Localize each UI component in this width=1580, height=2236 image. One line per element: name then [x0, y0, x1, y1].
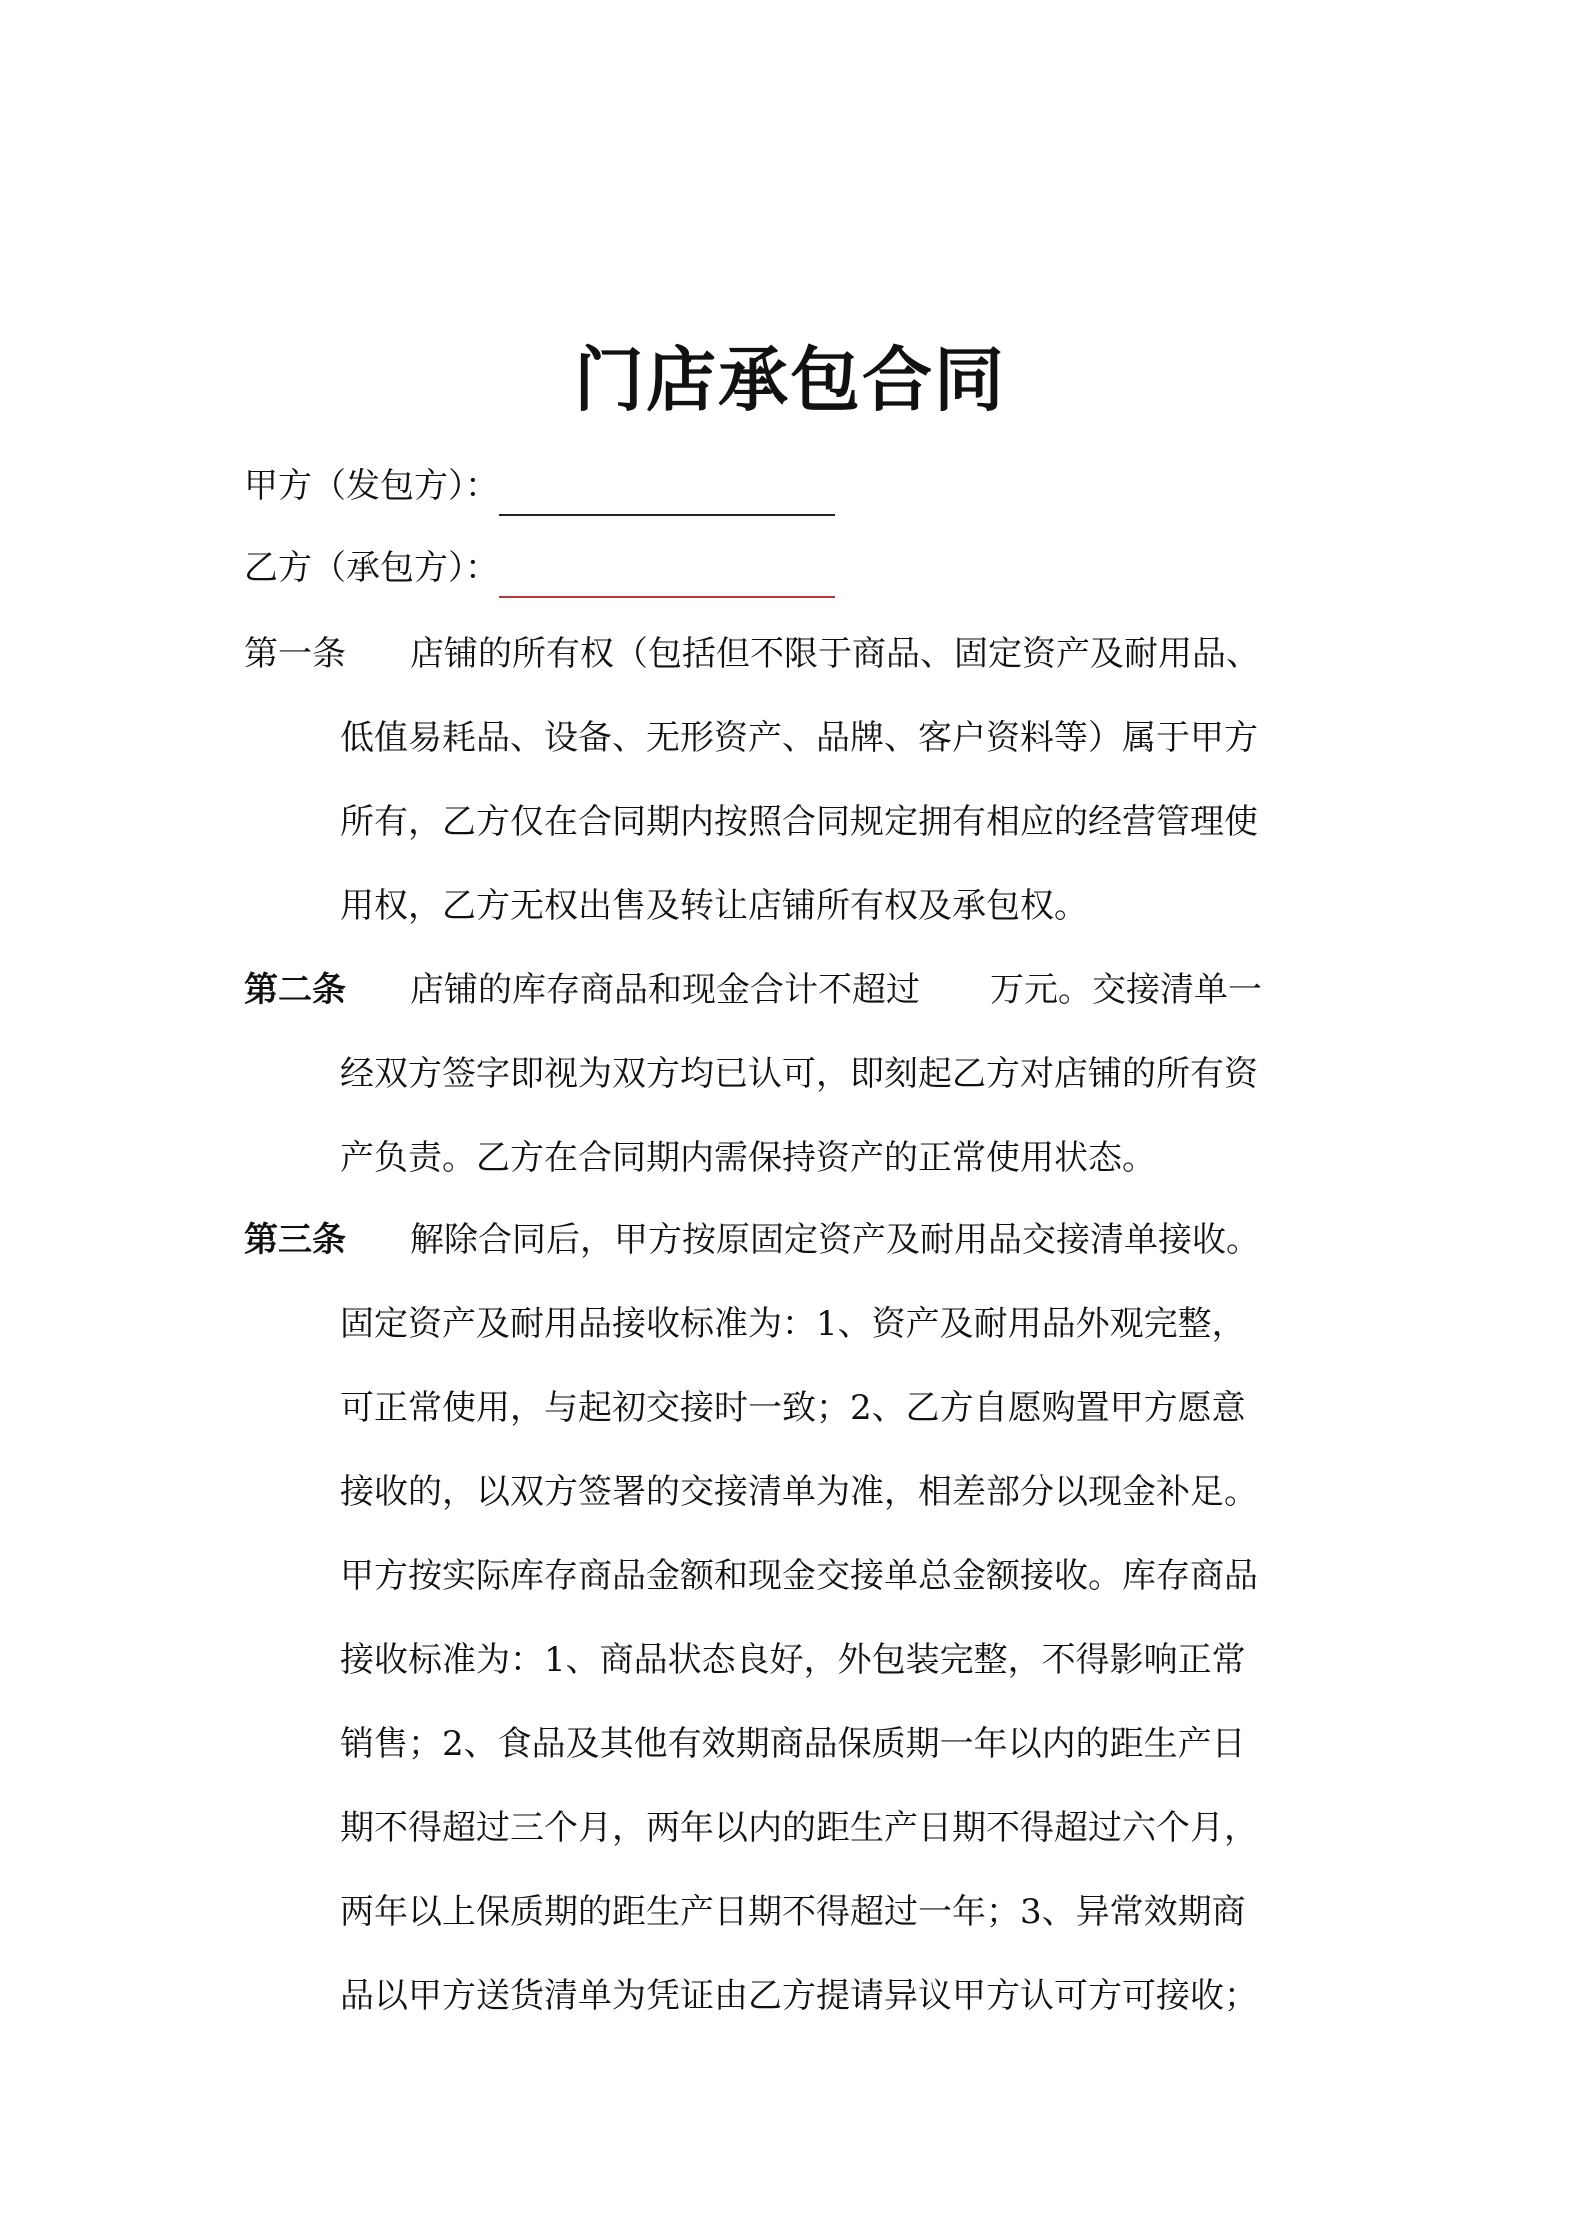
party-b-blank [499, 556, 835, 598]
document-title: 门店承包合同 [574, 338, 1006, 421]
article-text: 经双方签字即视为双方均已认可，即刻起乙方对店铺的所有资 [340, 1054, 1258, 1094]
article-line [244, 948, 1344, 1032]
article-label: 第一条 [244, 634, 346, 674]
party-a-label: 甲方（发包方）： [244, 466, 499, 506]
party-b-label: 乙方（承包方）： [244, 548, 499, 588]
party-a-line [244, 456, 835, 516]
article-line [244, 612, 1344, 696]
article-text: 所有，乙方仅在合同期内按照合同规定拥有相应的经营管理使 [340, 802, 1258, 842]
article-text: 产负责。乙方在合同期内需保持资产的正常使用状态。 [340, 1138, 1156, 1178]
article-text: 期不得超过三个月，两年以内的距生产日期不得超过六个月， [340, 1808, 1258, 1848]
article-text: 万元。交接清单一 [990, 970, 1262, 1010]
article-text: 用权，乙方无权出售及转让店铺所有权及承包权。 [340, 886, 1088, 926]
article-text: 品以甲方送货清单为凭证由乙方提请异议甲方认可方可接收； [340, 1976, 1258, 2016]
article-3 [244, 1198, 1344, 2038]
article-text: 店铺的所有权（包括但不限于商品、固定资产及耐用品、 [410, 634, 1260, 674]
article-text: 店铺的库存商品和现金合计不超过 [410, 970, 920, 1010]
article-2 [244, 948, 1344, 1200]
party-b-line [244, 538, 835, 598]
article-text: 固定资产及耐用品接收标准为：1、资产及耐用品外观完整， [340, 1304, 1246, 1344]
article-text: 可正常使用，与起初交接时一致；2、乙方自愿购置甲方愿意 [340, 1388, 1246, 1428]
article-text: 销售；2、食品及其他有效期商品保质期一年以内的距生产日 [340, 1724, 1246, 1764]
article-label: 第二条 [244, 970, 346, 1010]
article-text: 接收的，以双方签署的交接清单为准，相差部分以现金补足。 [340, 1472, 1258, 1512]
article-line [244, 1198, 1344, 1282]
article-1 [244, 612, 1344, 948]
article-text: 甲方按实际库存商品金额和现金交接单总金额接收。库存商品 [340, 1556, 1258, 1596]
party-a-blank [499, 474, 835, 516]
article-text: 接收标准为：1、商品状态良好，外包装完整，不得影响正常 [340, 1640, 1246, 1680]
article-text: 低值易耗品、设备、无形资产、品牌、客户资料等）属于甲方 [340, 718, 1258, 758]
article-label: 第三条 [244, 1220, 346, 1260]
article-text: 两年以上保质期的距生产日期不得超过一年；3、异常效期商 [340, 1892, 1246, 1932]
article-text: 解除合同后，甲方按原固定资产及耐用品交接清单接收。 [410, 1220, 1260, 1260]
